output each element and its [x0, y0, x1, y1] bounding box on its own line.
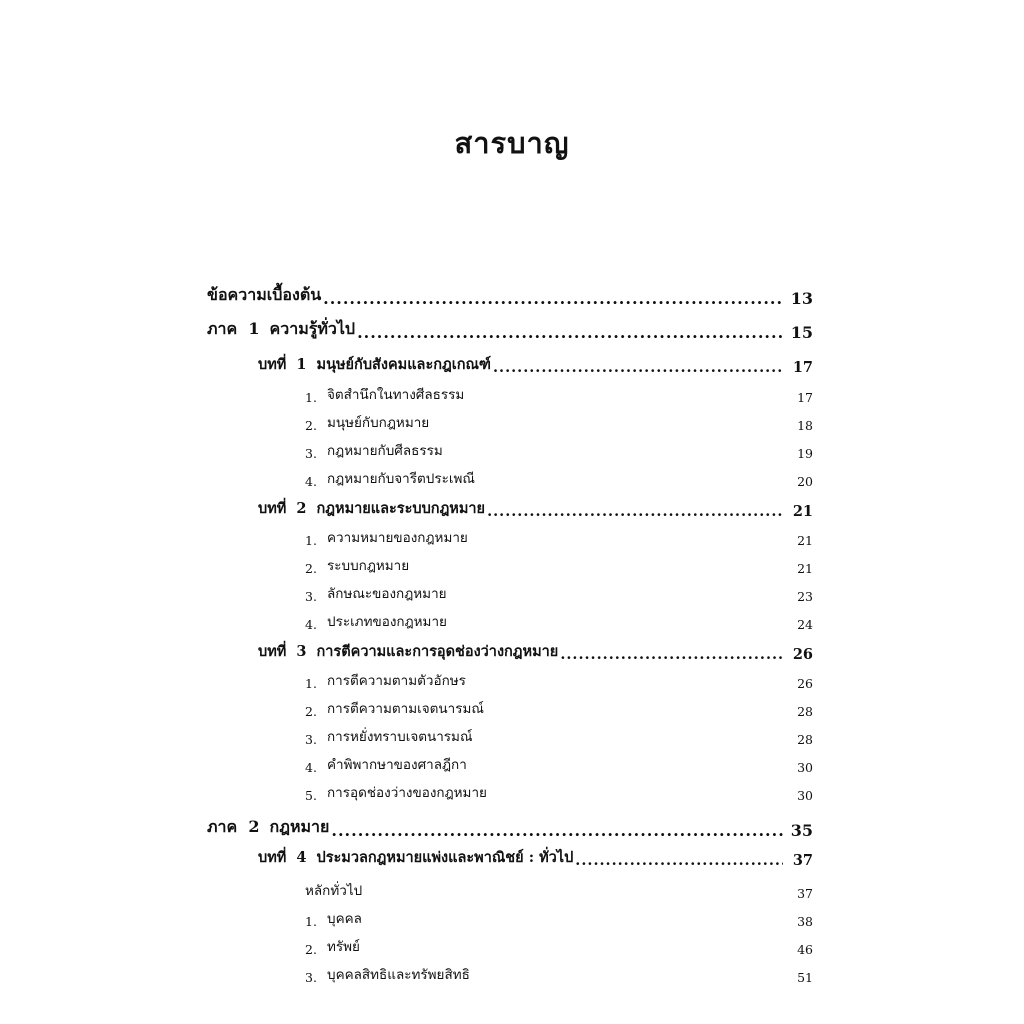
toc-entry-prefix: 3. [305, 589, 317, 604]
toc-entry-prefix: บทที่ 4 [258, 849, 307, 866]
toc-section-row [305, 379, 813, 405]
toc-entry-label: กฎหมาย [269, 817, 330, 836]
toc-entry-label: กฎหมายกับจารีตประเพณี [327, 471, 475, 487]
toc-entry-label: มนุษย์กับสังคมและกฎเกณฑ์ [316, 356, 491, 373]
toc-page-number: 21 [797, 533, 813, 548]
dot-leader [487, 503, 783, 520]
toc-entry-prefix: 4. [305, 760, 317, 775]
page-title: สารบาญ [454, 126, 570, 160]
toc-page-number: 37 [797, 886, 813, 901]
toc-entry-label: ข้อความเบื้องต้น [207, 285, 322, 304]
toc-entry-label: บุคคลสิทธิและทรัพยสิทธิ [327, 967, 470, 983]
toc-entry-label: บุคคล [327, 911, 362, 927]
toc-entry-prefix: 2. [305, 418, 317, 433]
toc-entry-prefix: 1. [305, 676, 317, 691]
toc-page-number: 26 [797, 676, 813, 691]
toc-page-number: 28 [797, 704, 813, 719]
toc-entry-label: คำพิพากษาของศาลฎีกา [327, 757, 467, 773]
toc-page-number: 21 [797, 561, 813, 576]
dot-leader [575, 852, 783, 869]
toc-entry-prefix: 5. [305, 788, 317, 803]
toc-part-row [207, 814, 813, 840]
toc-page-number: 28 [797, 732, 813, 747]
dot-leader [493, 359, 783, 376]
toc-chapter-row [258, 350, 813, 376]
toc-entry-prefix: 3. [305, 446, 317, 461]
toc-entry-label: ลักษณะของกฎหมาย [327, 586, 447, 602]
toc-entry-prefix: 4. [305, 617, 317, 632]
toc-entry-label: กฎหมายและระบบกฎหมาย [316, 500, 486, 517]
toc-entry-prefix: 4. [305, 474, 317, 489]
toc-section-row [305, 435, 813, 461]
toc-page-number: 35 [790, 821, 813, 840]
toc-section-row [305, 550, 813, 576]
toc-section-row [305, 407, 813, 433]
toc-entry-prefix: บทที่ 3 [258, 643, 307, 660]
toc-entry-label: ความรู้ทั่วไป [269, 319, 356, 338]
toc-entry-prefix: บทที่ 1 [258, 356, 307, 373]
toc-page-number: 37 [792, 852, 813, 869]
toc-section-row [305, 777, 813, 803]
toc-page-number: 15 [790, 323, 813, 342]
dot-leader [323, 289, 783, 308]
toc-chapter-row [258, 637, 813, 663]
toc-section-row [305, 875, 813, 901]
toc-page-number: 23 [797, 589, 813, 604]
toc-entry-label: กฎหมายกับศีลธรรม [327, 443, 443, 459]
toc-page-number: 13 [790, 289, 813, 308]
toc-entry-prefix: 3. [305, 732, 317, 747]
toc-entry-label: มนุษย์กับกฎหมาย [327, 415, 430, 431]
toc-entry-prefix: 1. [305, 914, 317, 929]
toc-entry-label: การตีความตามเจตนารมณ์ [327, 701, 484, 717]
toc-page-number: 30 [797, 788, 813, 803]
toc-entry-prefix: 3. [305, 970, 317, 985]
toc-entry-label: การตีความตามตัวอักษร [327, 673, 466, 689]
toc-page-number: 30 [797, 760, 813, 775]
toc-section-row [305, 578, 813, 604]
toc-part-row [207, 316, 813, 342]
toc-page-number: 26 [792, 646, 813, 663]
toc-page-number: 51 [797, 970, 813, 985]
toc-section-row [305, 522, 813, 548]
toc-section-row [305, 903, 813, 929]
dot-leader [357, 323, 783, 342]
toc-chapter-row [258, 494, 813, 520]
toc-page-number: 19 [797, 446, 813, 461]
toc-page-number: 38 [797, 914, 813, 929]
toc-entry-prefix: ภาค 1 [207, 319, 260, 338]
toc-section-row [305, 959, 813, 985]
toc-entry-label: การตีความและการอุดช่องว่างกฎหมาย [316, 643, 559, 660]
toc-section-row [305, 931, 813, 957]
toc-section-row [305, 606, 813, 632]
toc-page-number: 17 [792, 359, 813, 376]
toc-entry-prefix: 2. [305, 561, 317, 576]
toc-entry-label: การหยั่งทราบเจตนารมณ์ [327, 729, 473, 745]
toc-entry-label: ทรัพย์ [327, 939, 360, 955]
toc-entry-prefix: 1. [305, 533, 317, 548]
toc-entry-label: จิตสำนึกในทางศีลธรรม [327, 387, 465, 403]
toc-section-row [305, 693, 813, 719]
toc-chapter-row [258, 843, 813, 869]
toc-entry-label: ระบบกฎหมาย [327, 558, 410, 574]
toc-entry-prefix: 2. [305, 942, 317, 957]
toc-entry-label: การอุดช่องว่างของกฎหมาย [327, 785, 487, 801]
toc-entry-label: ความหมายของกฎหมาย [327, 530, 468, 546]
dot-leader [331, 821, 783, 840]
toc-page-number: 24 [797, 617, 813, 632]
toc-part-row [207, 282, 813, 308]
toc-entry-label: ประเภทของกฎหมาย [327, 614, 447, 630]
toc-entry-prefix: บทที่ 2 [258, 500, 307, 517]
toc-entry-label: ประมวลกฎหมายแพ่งและพาณิชย์ : ทั่วไป [316, 849, 574, 866]
dot-leader [560, 646, 783, 663]
toc-entry-prefix: ภาค 2 [207, 817, 260, 836]
toc-section-row [305, 749, 813, 775]
toc-section-row [305, 721, 813, 747]
toc-page-number: 46 [797, 942, 813, 957]
toc-page-number: 20 [797, 474, 813, 489]
toc-page-number: 17 [797, 390, 813, 405]
toc-entry-label: หลักทั่วไป [305, 883, 363, 899]
toc-entry-prefix: 2. [305, 704, 317, 719]
toc-section-row [305, 665, 813, 691]
toc-page-number: 21 [792, 503, 813, 520]
toc-entry-prefix: 1. [305, 390, 317, 405]
toc-page-number: 18 [797, 418, 813, 433]
toc-section-row [305, 463, 813, 489]
